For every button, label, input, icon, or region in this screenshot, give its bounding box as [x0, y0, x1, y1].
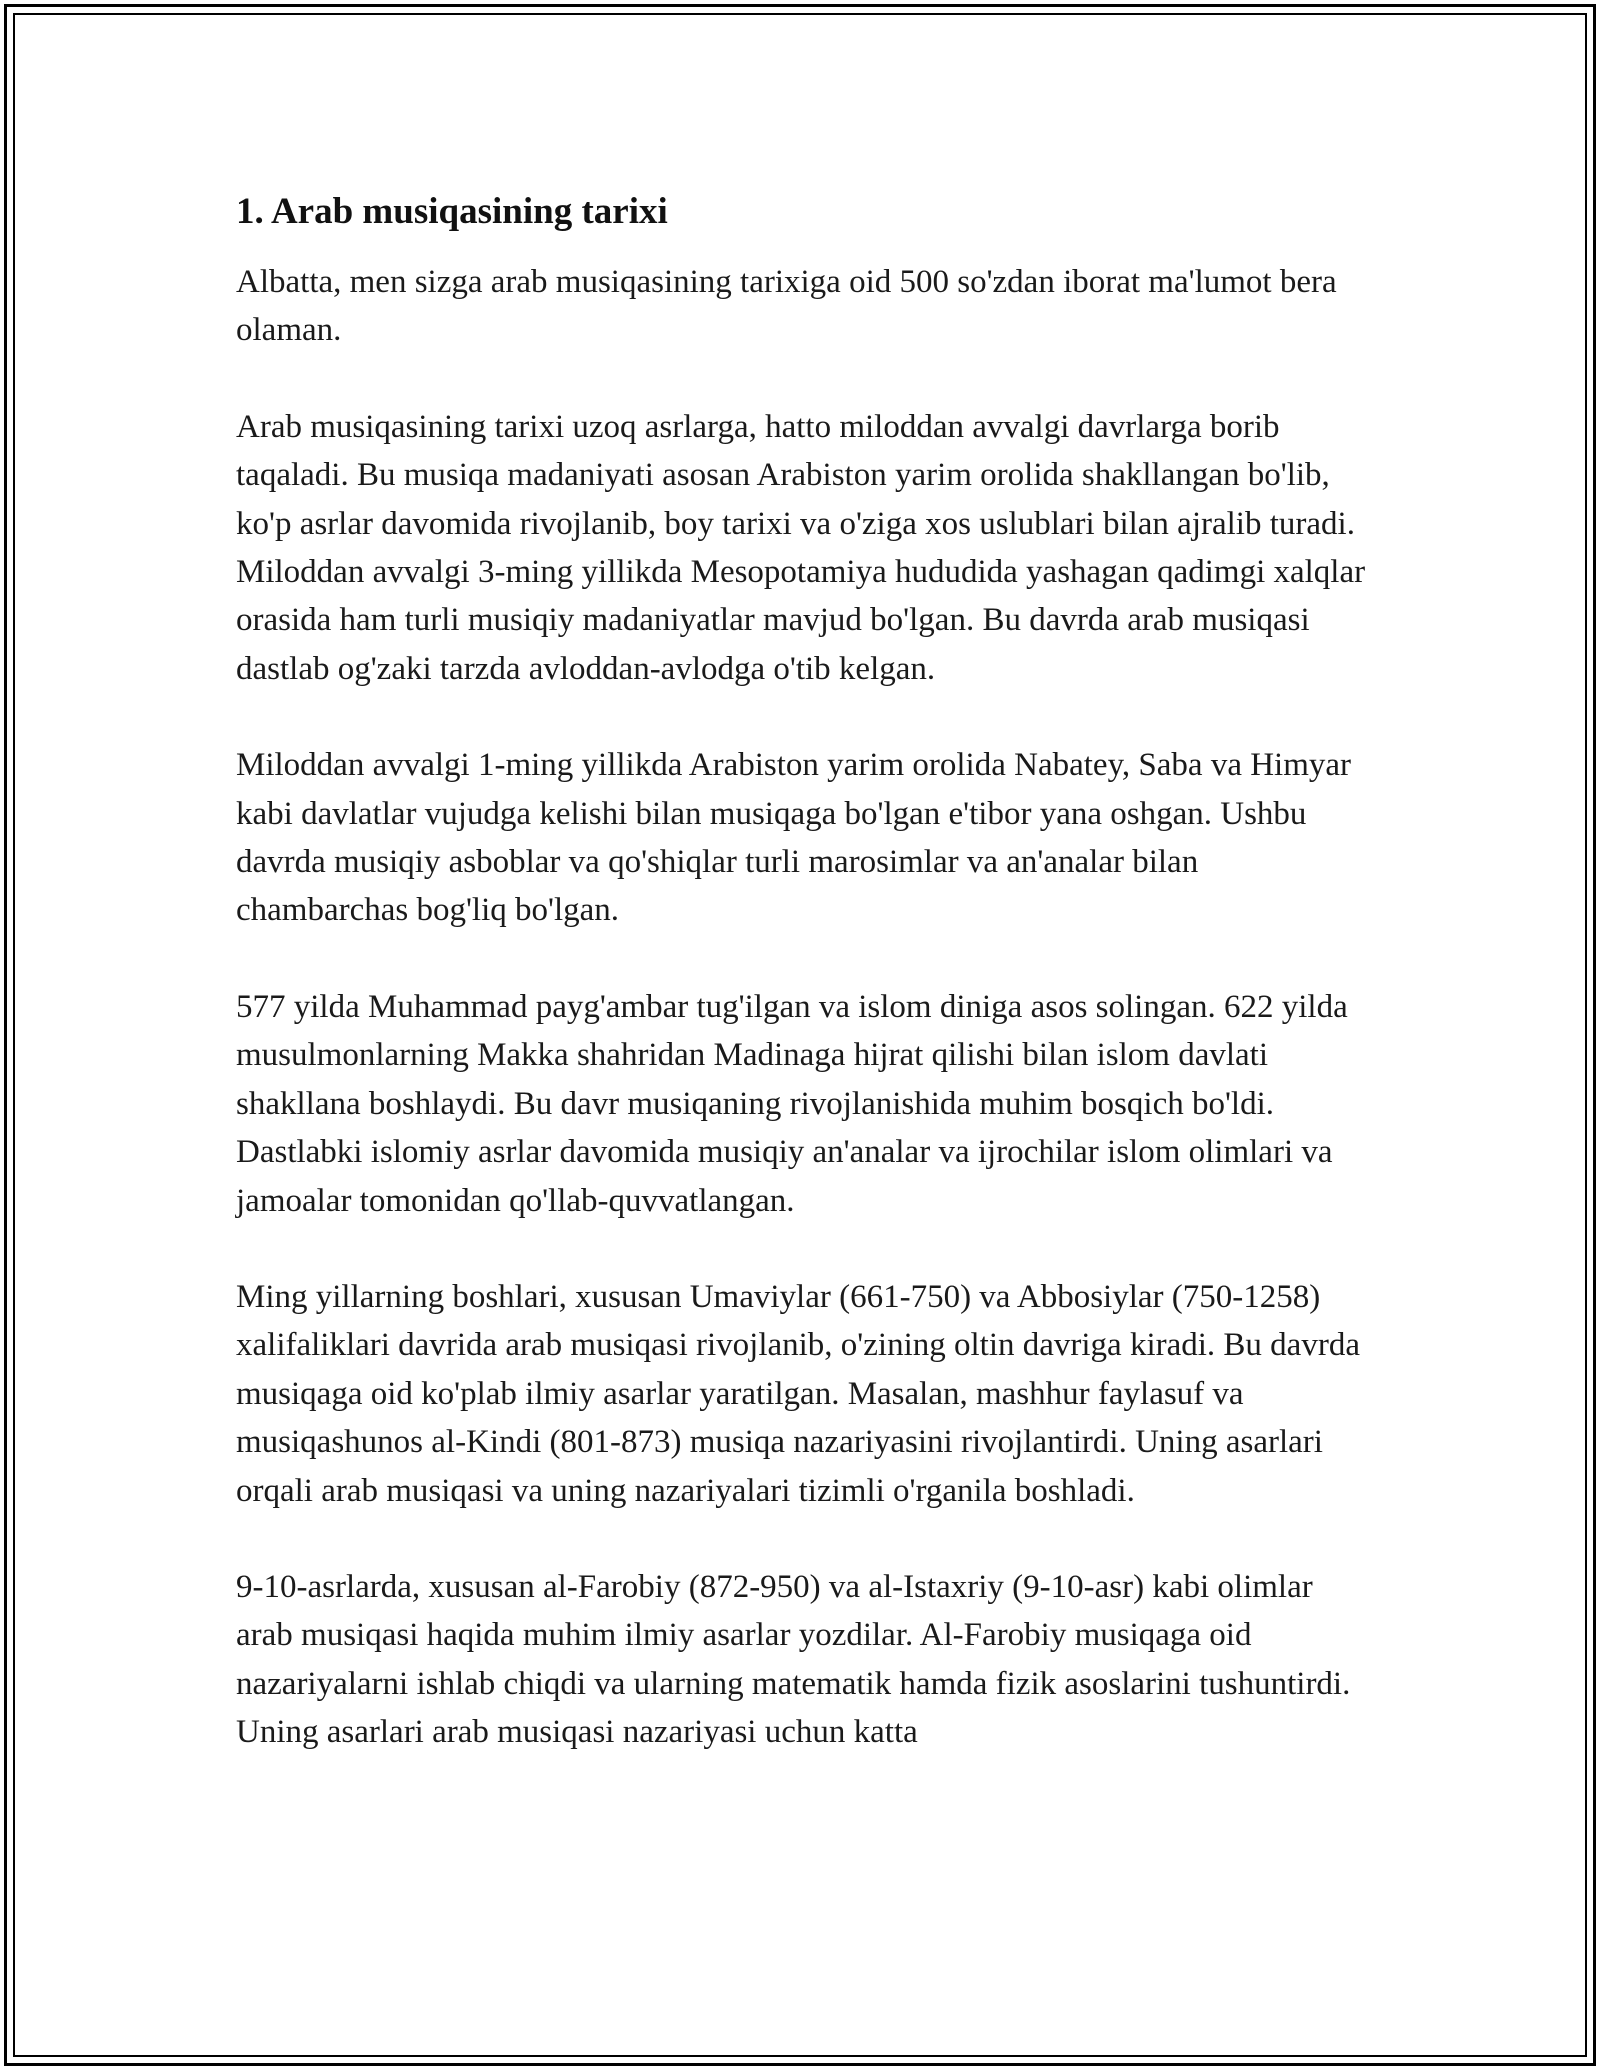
document-body	[236, 188, 1376, 1805]
paragraph-islam: 577 yilda Muhammad payg'ambar tug'ilgan va islom diniga asos solingan. 622 yilda musulmonlarning Makka shahridan Madinaga hijrat qilishi bilan islom davlati shakllana boshlaydi. Bu davr musiqaning rivojlanishida muhim bosqich bo'ldi. Dastlabki islomiy asrlar davomida musiqiy an'analar va ijrochilar islom olimlari va jamoalar tomonidan qo'llab-quvvatlangan.	[236, 988, 1348, 1219]
paragraph-origins: Arab musiqasining tarixi uzoq asrlarga, hatto miloddan avvalgi davrlarga borib taqaladi. Bu musiqa madaniyati asosan Arabiston yarim orolida shakllangan bo'lib, ko'p asrlar davomida rivojlanib, boy tarixi va o'ziga xos uslublari bilan ajralib turadi. Miloddan avvalgi 3-ming yillikda Mesopotamiya hududida yashagan qadimgi xalqlar orasida ham turli musiqiy madaniyatlar mavjud bo'lgan. Bu davrda arab musiqasi dastlab og'zaki tarzda avloddan-avlodga o'tib kelgan.	[236, 408, 1366, 687]
paragraph-first-millennium: Miloddan avvalgi 1-ming yillikda Arabiston yarim orolida Nabatey, Saba va Himyar kabi davlatlar vujudga kelishi bilan musiqaga bo'lgan e'tibor yana oshgan. Ushbu davrda musiqiy asboblar va qo'shiqlar turli marosimlar va an'analar bilan chambarchas bog'liq bo'lgan.	[236, 747, 1352, 929]
section-heading: 1. Arab musiqasining tarixi	[236, 191, 668, 232]
paragraph-golden-age: Ming yillarning boshlari, xususan Umaviylar (661-750) va Abbosiylar (750-1258) xalifaliklari davrida arab musiqasi rivojlanib, o'zining oltin davriga kiradi. Bu davrda musiqaga oid ko'plab ilmiy asarlar yaratilgan. Masalan, mashhur faylasuf va musiqashunos al-Kindi (801-873) musiqa nazariyasini rivojlantirdi. Uning asarlari orqali arab musiqasi va uning nazariyalari tizimli o'rganila boshladi.	[236, 1278, 1360, 1509]
paragraph-intro: Albatta, men sizga arab musiqasining tarixiga oid 500 so'zdan iborat ma'lumot bera olaman.	[236, 264, 1337, 349]
paragraph-scholars: 9-10-asrlarda, xususan al-Farobiy (872-950) va al-Istaxriy (9-10-asr) kabi olimlar arab musiqasi haqida muhim ilmiy asarlar yozdilar. Al-Farobiy musiqaga oid nazariyalarni ishlab chiqdi va ularning matematik hamda fizik asoslarini tushuntirdi. Uning asarlari arab musiqasi nazariyasi uchun katta	[236, 1568, 1351, 1751]
